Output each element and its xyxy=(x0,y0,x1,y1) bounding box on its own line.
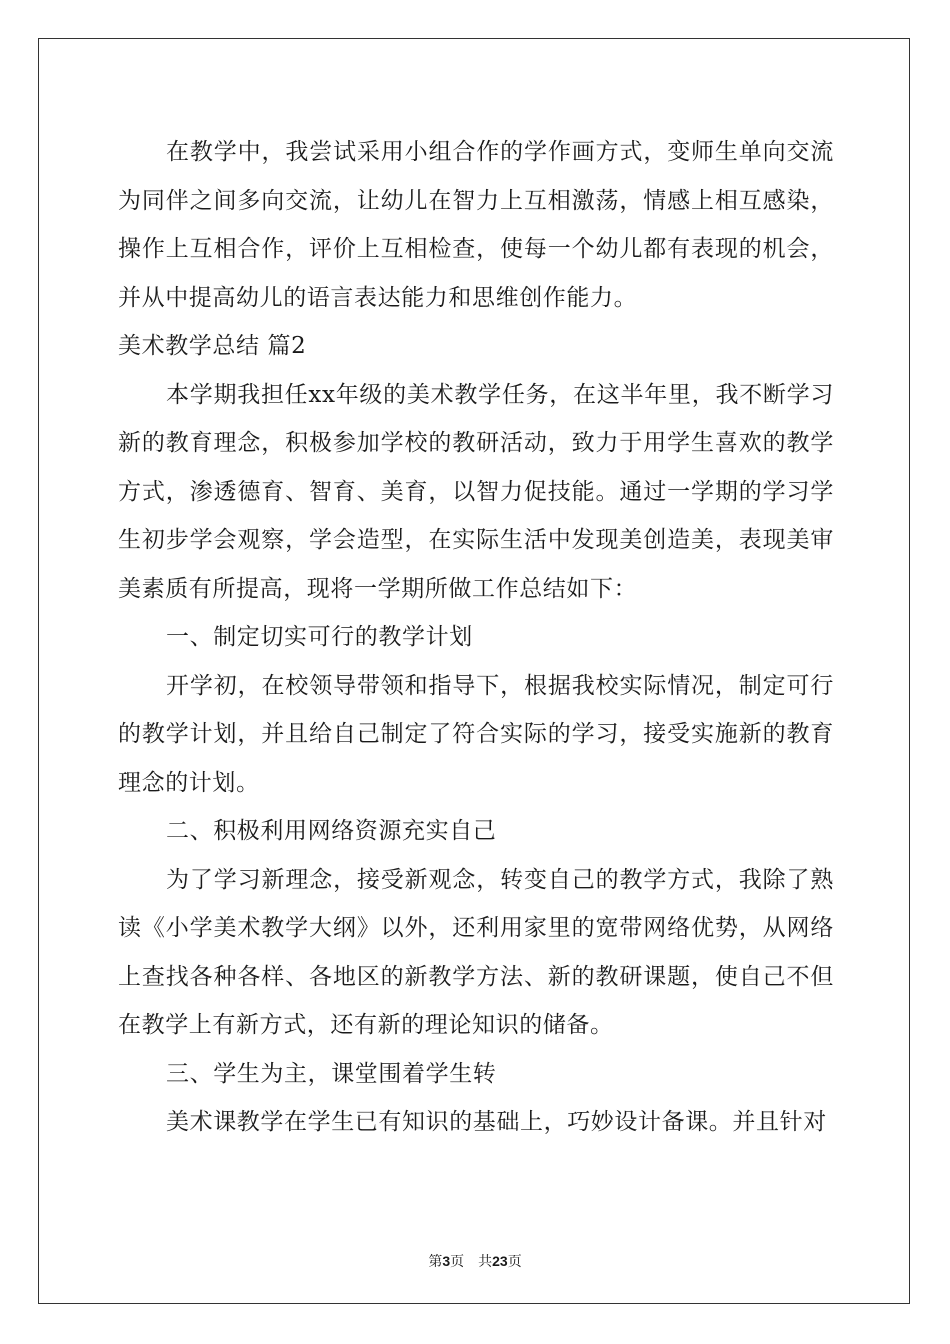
subheading: 三、学生为主，课堂围着学生转 xyxy=(166,1060,497,1087)
subheading: 一、制定切实可行的教学计划 xyxy=(166,624,473,650)
paragraph: 开学初，在校领导带领和指导下，根据我校实际情况，制定可行的教学计划，并且给自己制定了符合实际的学习，接受实施新的教育理念的计划。 xyxy=(118,672,834,796)
page-footer xyxy=(0,1251,950,1272)
page-suffix: 页 xyxy=(450,1254,465,1270)
page-prefix: 第 xyxy=(428,1254,443,1270)
page-total: 23 xyxy=(492,1253,508,1269)
page-current: 3 xyxy=(442,1253,451,1269)
section-title: 美术教学总结 篇2 xyxy=(118,333,307,359)
paragraph: 本学期我担任xx年级的美术教学任务，在这半年里，我不断学习新的教育理念，积极参加学校的教研活动，致力于用学生喜欢的教学方式，渗透德育、智育、美育，以智力促技能。通过一学期的学习学生初步学会观察，学会造型，在实际生活中发现美创造美，表现美审美素质有所提高，现将一学期所做工作总结如下： xyxy=(118,381,834,602)
subheading: 二、积极利用网络资源充实自己 xyxy=(166,818,497,844)
paragraph: 为了学习新理念，接受新观念，转变自己的教学方式，我除了熟读《小学美术教学大纲》以外，还利用家里的宽带网络优势，从网络上查找各种各样、各地区的新教学方法、新的教研课题，使自己不但在教学上有新方式，还有新的理论知识的储备。 xyxy=(118,866,834,1038)
total-suffix: 页 xyxy=(507,1254,522,1270)
paragraph: 美术课教学在学生已有知识的基础上，巧妙设计备课。并且针对 xyxy=(166,1109,827,1135)
total-prefix: 共 xyxy=(478,1254,493,1270)
paragraph: 在教学中，我尝试采用小组合作的学作画方式，变师生单向交流为同伴之间多向交流，让幼儿在智力上互相激荡，情感上相互感染，操作上互相合作，评价上互相检查，使每一个幼儿都有表现的机会，并从中提高幼儿的语言表达能力和思维创作能力。 xyxy=(118,139,834,311)
document-body xyxy=(118,128,834,1147)
